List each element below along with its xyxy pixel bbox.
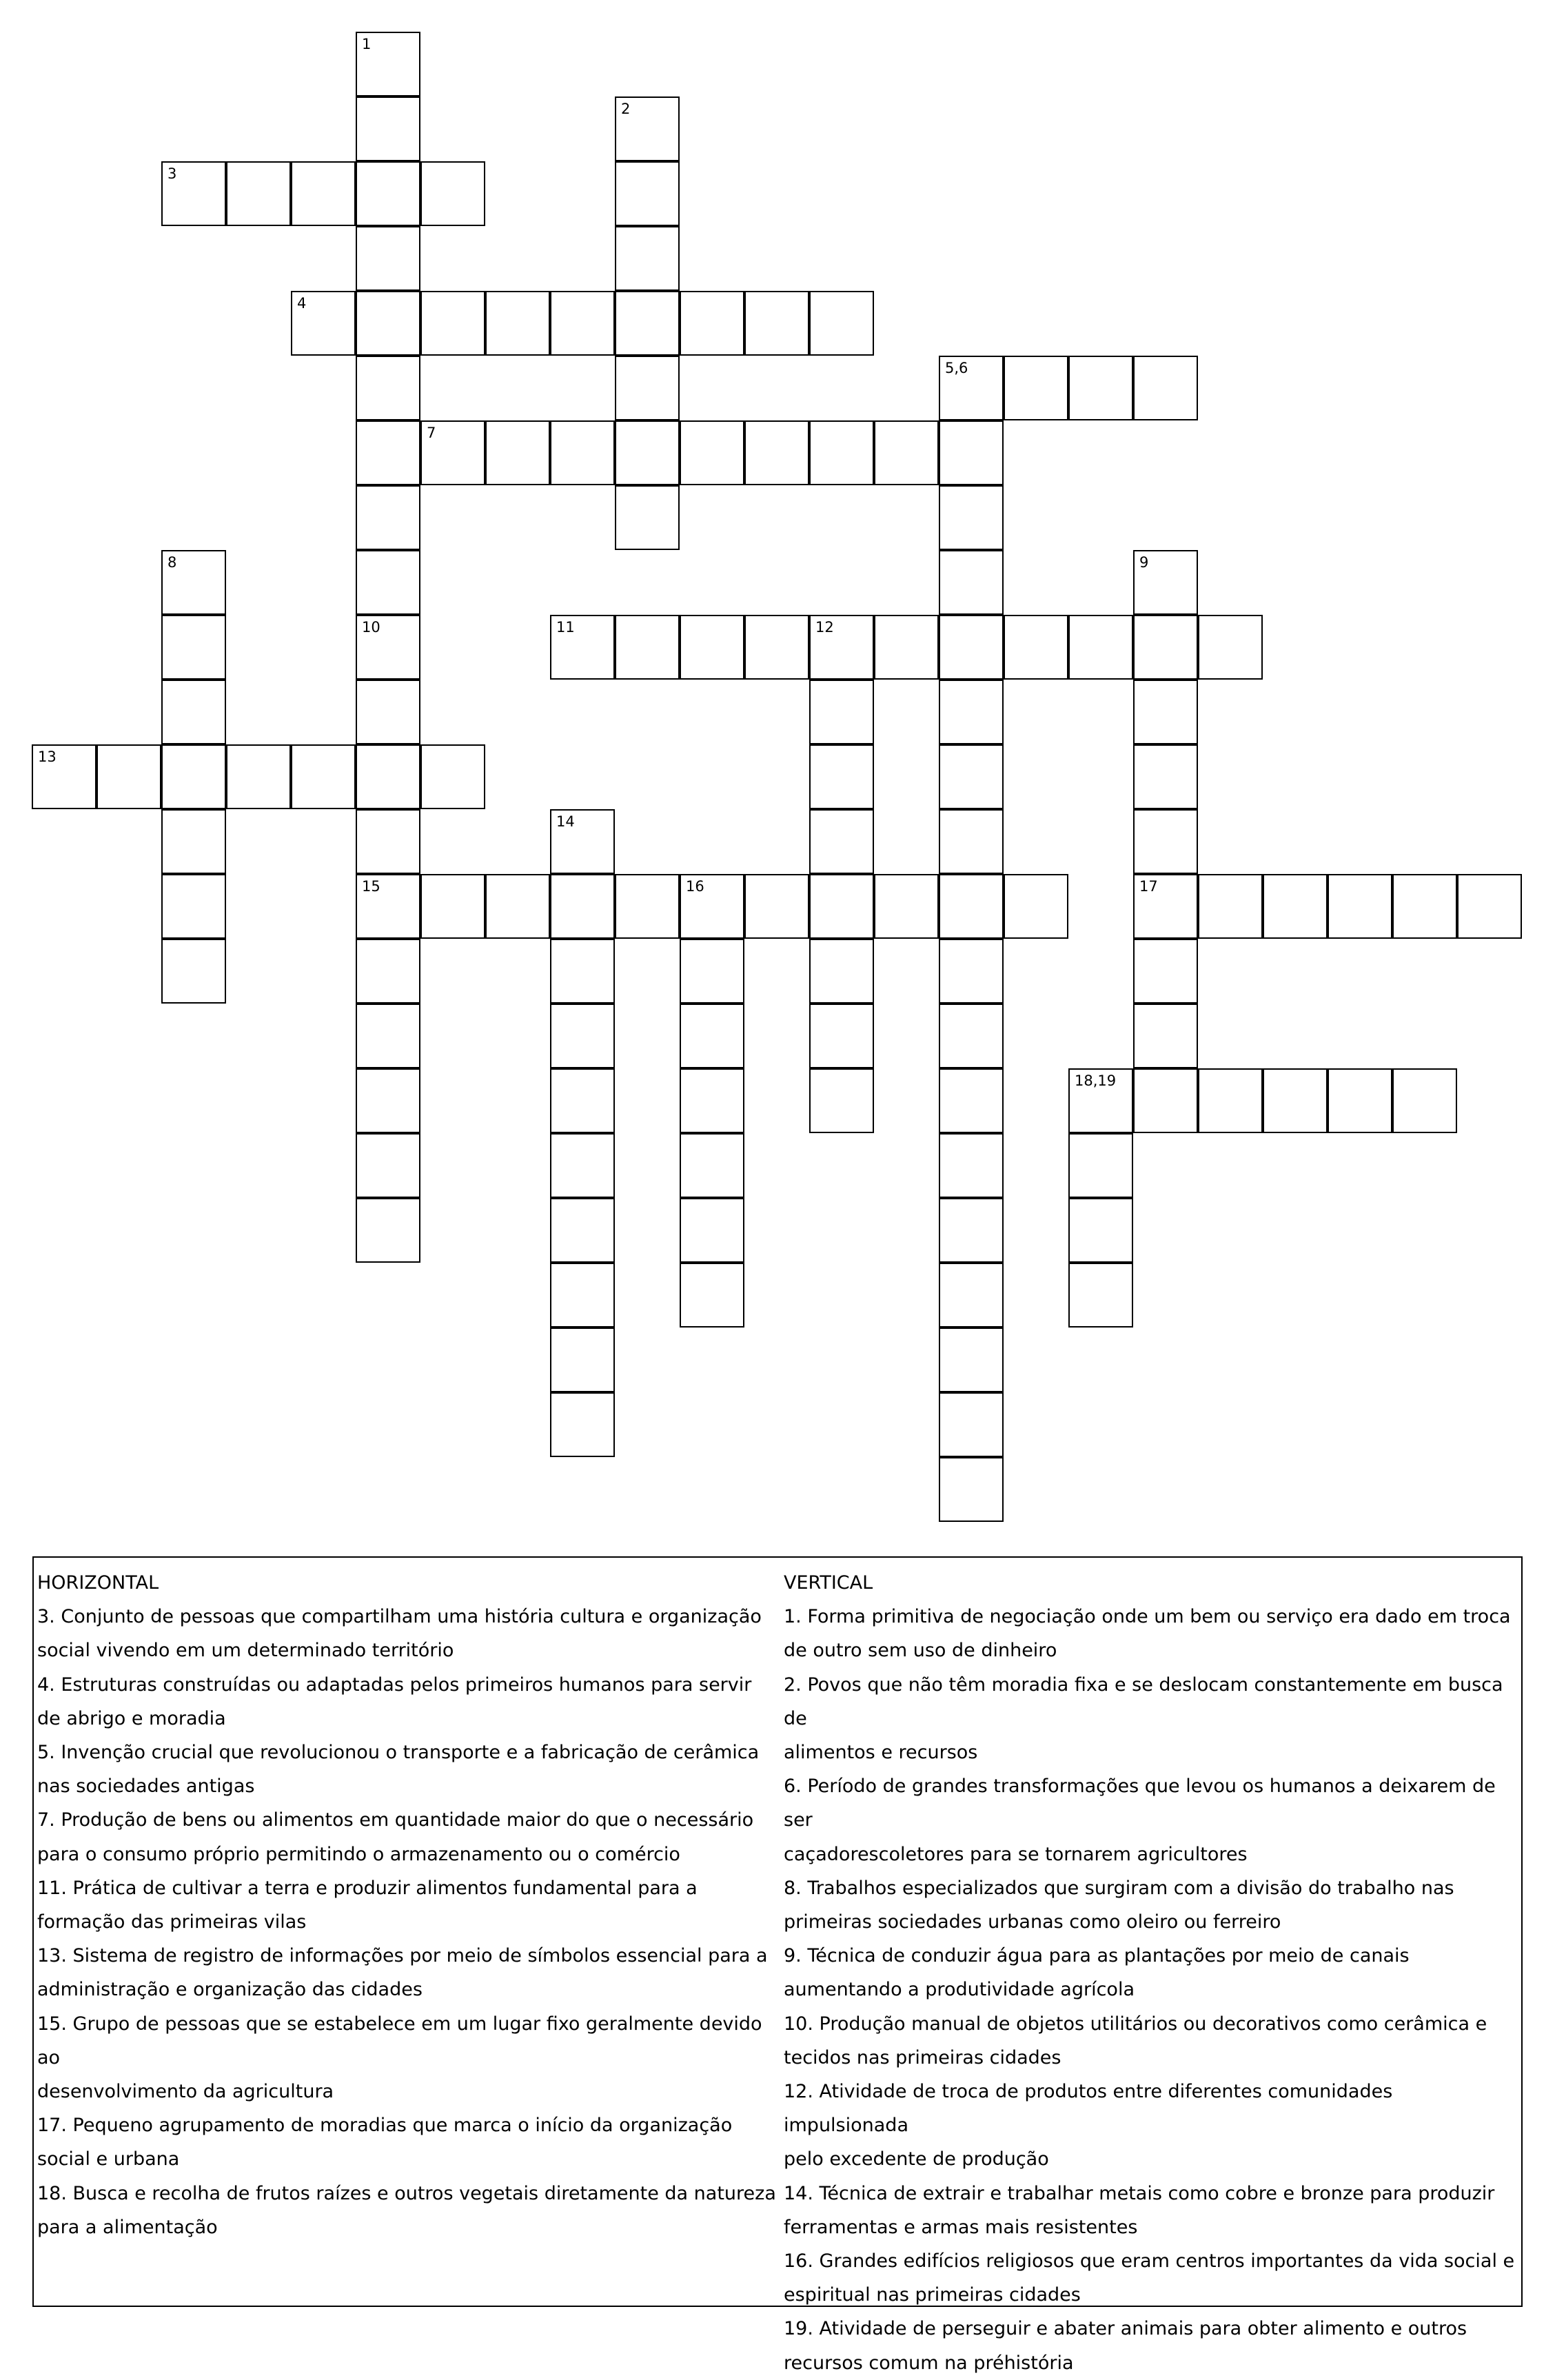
crossword-cell[interactable] (356, 356, 420, 420)
vertical-clue-14: 14. Técnica de extrair e trabalhar metais como cobre e bronze para produzir ferramentas e armas mais resistentes (784, 2182, 1495, 2238)
vertical-clue-6: 6. Período de grandes transformações que levou os humanos a deixarem de ser caçadorescoletores para se tornarem agricultores (784, 1776, 1496, 1865)
crossword-cell[interactable] (939, 1198, 1004, 1263)
crossword-cell[interactable] (291, 161, 356, 226)
crossword-cell[interactable] (420, 420, 485, 485)
clue-number: 7 (427, 425, 436, 441)
vertical-clue-10: 10. Produção manual de objetos utilitários ou decorativos como cerâmica e tecidos nas primeiras cidades (784, 2013, 1487, 2068)
crossword-cell[interactable] (1133, 1004, 1198, 1068)
clue-number: 11 (556, 619, 575, 635)
crossword-cell[interactable] (161, 874, 226, 939)
crossword-cell[interactable] (1133, 550, 1198, 615)
crossword-cell[interactable] (939, 680, 1004, 744)
crossword-cell[interactable] (939, 1457, 1004, 1522)
crossword-cell[interactable] (615, 226, 680, 291)
crossword-cell[interactable] (550, 1133, 615, 1198)
crossword-cell[interactable] (874, 874, 939, 939)
vertical-clue-16: 16. Grandes edifícios religiosos que eram centros importantes da vida social e espiritual nas primeiras cidades (784, 2250, 1515, 2306)
crossword-cell[interactable] (744, 420, 809, 485)
crossword-cell[interactable] (550, 1263, 615, 1328)
horizontal-clue-3: 3. Conjunto de pessoas que compartilham uma história cultura e organização social vivendo em um determinado território (37, 1606, 762, 1662)
crossword-cell[interactable] (550, 420, 615, 485)
crossword-cell[interactable] (1068, 1133, 1133, 1198)
crossword-cell[interactable] (356, 1198, 420, 1263)
horizontal-clue-18: 18. Busca e recolha de frutos raízes e outros vegetais diretamente da natureza para a alimentação (37, 2182, 776, 2238)
crossword-cell[interactable] (744, 615, 809, 680)
clue-number: 2 (621, 101, 631, 117)
crossword-cell[interactable] (809, 939, 874, 1004)
crossword-cell[interactable] (96, 744, 161, 809)
crossword-cell[interactable] (1263, 874, 1328, 939)
crossword-cell[interactable] (550, 1198, 615, 1263)
crossword-cell[interactable] (291, 291, 356, 356)
vertical-clue-8: 8. Trabalhos especializados que surgiram com a divisão do trabalho nas primeiras sociedades urbanas como oleiro ou ferreiro (784, 1877, 1454, 1933)
crossword-cell[interactable] (939, 356, 1004, 420)
crossword-cell[interactable] (550, 874, 615, 939)
crossword-cell[interactable] (680, 1068, 744, 1133)
crossword-cell[interactable] (356, 485, 420, 550)
crossword-cell[interactable] (809, 1004, 874, 1068)
crossword-cell[interactable] (939, 1133, 1004, 1198)
crossword-cell[interactable] (1068, 356, 1133, 420)
crossword-cell[interactable] (1133, 1068, 1198, 1133)
vertical-clue-2: 2. Povos que não têm moradia fixa e se deslocam constantemente em busca de alimentos e recursos (784, 1674, 1503, 1764)
vertical-title: VERTICAL (784, 1572, 873, 1594)
crossword-cell[interactable] (809, 744, 874, 809)
clue-number: 18,19 (1075, 1072, 1117, 1089)
crossword-cell[interactable] (356, 744, 420, 809)
crossword-cell[interactable] (809, 420, 874, 485)
crossword-cell[interactable] (1133, 680, 1198, 744)
crossword-cell[interactable] (1263, 1068, 1328, 1133)
vertical-clue-1: 1. Forma primitiva de negociação onde um bem ou serviço era dado em troca de outro sem uso de dinheiro (784, 1606, 1511, 1662)
crossword-cell[interactable] (615, 356, 680, 420)
crossword-cell[interactable] (226, 744, 291, 809)
crossword-cell[interactable] (1004, 874, 1068, 939)
crossword-cell[interactable] (1133, 939, 1198, 1004)
crossword-cell[interactable] (939, 420, 1004, 485)
crossword-cell[interactable] (161, 615, 226, 680)
clue-number: 14 (556, 813, 575, 830)
crossword-cell[interactable] (1004, 615, 1068, 680)
crossword-cell[interactable] (420, 291, 485, 356)
vertical-clue-9: 9. Técnica de conduzir água para as plantações por meio de canais aumentando a produtividade agrícola (784, 1945, 1410, 2001)
crossword-cell[interactable] (809, 291, 874, 356)
crossword-cell[interactable] (550, 1068, 615, 1133)
crossword-cell[interactable] (939, 550, 1004, 615)
crossword-cell[interactable] (939, 485, 1004, 550)
crossword-cell[interactable] (161, 680, 226, 744)
horizontal-clues (37, 1566, 782, 2244)
clue-number: 4 (297, 295, 307, 312)
crossword-cell[interactable] (420, 744, 485, 809)
crossword-cell[interactable] (356, 420, 420, 485)
crossword-cell[interactable] (1133, 809, 1198, 874)
crossword-cell[interactable] (356, 550, 420, 615)
crossword-cell[interactable] (356, 226, 420, 291)
crossword-cell[interactable] (1457, 874, 1522, 939)
crossword-cell[interactable] (356, 939, 420, 1004)
crossword-cell[interactable] (550, 939, 615, 1004)
crossword-cell[interactable] (939, 874, 1004, 939)
crossword-cell[interactable] (680, 1004, 744, 1068)
vertical-clue-19: 19. Atividade de perseguir e abater animais para obter alimento e outros recursos comum na préhistória (784, 2318, 1467, 2374)
crossword-cell[interactable] (161, 550, 226, 615)
crossword-cell[interactable] (1004, 356, 1068, 420)
crossword-cell[interactable] (356, 680, 420, 744)
crossword-cell[interactable] (485, 291, 550, 356)
crossword-cell[interactable] (809, 1068, 874, 1133)
crossword-cell[interactable] (939, 615, 1004, 680)
crossword-cell[interactable] (680, 420, 744, 485)
crossword-cell[interactable] (615, 420, 680, 485)
crossword-cell[interactable] (1068, 1198, 1133, 1263)
crossword-cell[interactable] (680, 874, 744, 939)
horizontal-clue-5: 5. Invenção crucial que revolucionou o transporte e a fabricação de cerâmica nas sociedades antigas (37, 1742, 760, 1798)
horizontal-clue-15: 15. Grupo de pessoas que se estabelece em um lugar fixo geralmente devido ao desenvolvimento da agricultura (37, 2013, 762, 2103)
crossword-cell[interactable] (874, 420, 939, 485)
horizontal-clue-17: 17. Pequeno agrupamento de moradias que marca o início da organização social e urbana (37, 2115, 733, 2170)
clue-number: 10 (362, 619, 380, 635)
crossword-cell[interactable] (161, 744, 226, 809)
horizontal-clue-11: 11. Prática de cultivar a terra e produzir alimentos fundamental para a formação das primeiras vilas (37, 1877, 698, 1933)
crossword-cell[interactable] (809, 874, 874, 939)
crossword-cell[interactable] (356, 874, 420, 939)
clue-number: 3 (167, 165, 177, 182)
crossword-cell[interactable] (356, 1133, 420, 1198)
crossword-cell[interactable] (161, 939, 226, 1004)
clue-number: 8 (167, 554, 177, 571)
crossword-cell[interactable] (744, 291, 809, 356)
crossword-cell[interactable] (939, 809, 1004, 874)
crossword-cell[interactable] (1392, 1068, 1457, 1133)
crossword-cell[interactable] (356, 1004, 420, 1068)
crossword-cell[interactable] (32, 744, 96, 809)
crossword-cell[interactable] (550, 291, 615, 356)
clue-number: 15 (362, 878, 380, 895)
crossword-cell[interactable] (939, 1392, 1004, 1457)
horizontal-clue-4: 4. Estruturas construídas ou adaptadas pelos primeiros humanos para servir de abrigo e moradia (37, 1674, 752, 1729)
clue-number: 5,6 (945, 360, 968, 376)
crossword-cell[interactable] (809, 809, 874, 874)
crossword-cell[interactable] (680, 1133, 744, 1198)
crossword-cell[interactable] (1133, 615, 1198, 680)
crossword-cell[interactable] (1133, 744, 1198, 809)
crossword-cell[interactable] (356, 32, 420, 96)
crossword-cell[interactable] (356, 291, 420, 356)
horizontal-clue-13: 13. Sistema de registro de informações por meio de símbolos essencial para a administração e organização das cidades (37, 1945, 768, 2001)
crossword-cell[interactable] (809, 680, 874, 744)
clue-number: 12 (815, 619, 834, 635)
crossword-cell[interactable] (161, 809, 226, 874)
crossword-cell[interactable] (680, 1263, 744, 1328)
crossword-cell[interactable] (744, 874, 809, 939)
crossword-cell[interactable] (615, 161, 680, 226)
crossword-cell[interactable] (1133, 874, 1198, 939)
crossword-cell[interactable] (356, 615, 420, 680)
crossword-cell[interactable] (939, 1068, 1004, 1133)
clue-number: 1 (362, 36, 372, 52)
crossword-cell[interactable] (1198, 874, 1263, 939)
crossword-cell[interactable] (356, 161, 420, 226)
crossword-cell[interactable] (1328, 874, 1392, 939)
crossword-cell[interactable] (226, 161, 291, 226)
crossword-cell[interactable] (1133, 356, 1198, 420)
crossword-cell[interactable] (1198, 615, 1263, 680)
crossword-cell[interactable] (615, 874, 680, 939)
crossword-cell[interactable] (615, 615, 680, 680)
crossword-cell[interactable] (550, 1392, 615, 1457)
vertical-clues (784, 1566, 1523, 2380)
crossword-cell[interactable] (939, 1004, 1004, 1068)
crossword-cell[interactable] (939, 1263, 1004, 1328)
crossword-cell[interactable] (291, 744, 356, 809)
crossword-cell[interactable] (615, 485, 680, 550)
crossword-cell[interactable] (356, 96, 420, 161)
crossword-cell[interactable] (1328, 1068, 1392, 1133)
clues-box (32, 1556, 1523, 2374)
crossword-cell[interactable] (874, 615, 939, 680)
crossword-cell[interactable] (356, 1068, 420, 1133)
vertical-clue-12: 12. Atividade de troca de produtos entre diferentes comunidades impulsionada pelo excedente de produção (784, 2081, 1393, 2170)
crossword-cell[interactable] (939, 1328, 1004, 1392)
crossword-cell[interactable] (485, 420, 550, 485)
crossword-cell[interactable] (680, 291, 744, 356)
crossword-cell[interactable] (485, 874, 550, 939)
crossword-cell[interactable] (1068, 1068, 1133, 1133)
clue-number: 13 (38, 749, 57, 765)
crossword-cell[interactable] (356, 809, 420, 874)
clue-number: 17 (1139, 878, 1158, 895)
crossword-cell[interactable] (550, 1328, 615, 1392)
crossword-cell[interactable] (680, 1198, 744, 1263)
crossword-cell[interactable] (615, 96, 680, 161)
crossword-cell[interactable] (420, 874, 485, 939)
crossword-cell[interactable] (939, 939, 1004, 1004)
crossword-cell[interactable] (680, 615, 744, 680)
crossword-cell[interactable] (809, 615, 874, 680)
crossword-cell[interactable] (680, 939, 744, 1004)
crossword-cell[interactable] (1198, 1068, 1263, 1133)
crossword-cell[interactable] (939, 744, 1004, 809)
crossword-cell[interactable] (550, 1004, 615, 1068)
crossword-cell[interactable] (550, 809, 615, 874)
crossword-cell[interactable] (420, 161, 485, 226)
crossword-cell[interactable] (615, 291, 680, 356)
crossword-cell[interactable] (1068, 615, 1133, 680)
crossword-cell[interactable] (1068, 1263, 1133, 1328)
clue-number: 9 (1139, 554, 1149, 571)
crossword-cell[interactable] (161, 161, 226, 226)
horizontal-title: HORIZONTAL (37, 1572, 159, 1594)
crossword-cell[interactable] (550, 615, 615, 680)
horizontal-clue-7: 7. Produção de bens ou alimentos em quantidade maior do que o necessário para o consumo próprio permitindo o armazenamento ou o comércio (37, 1809, 754, 1865)
crossword-cell[interactable] (1392, 874, 1457, 939)
clue-number: 16 (686, 878, 704, 895)
